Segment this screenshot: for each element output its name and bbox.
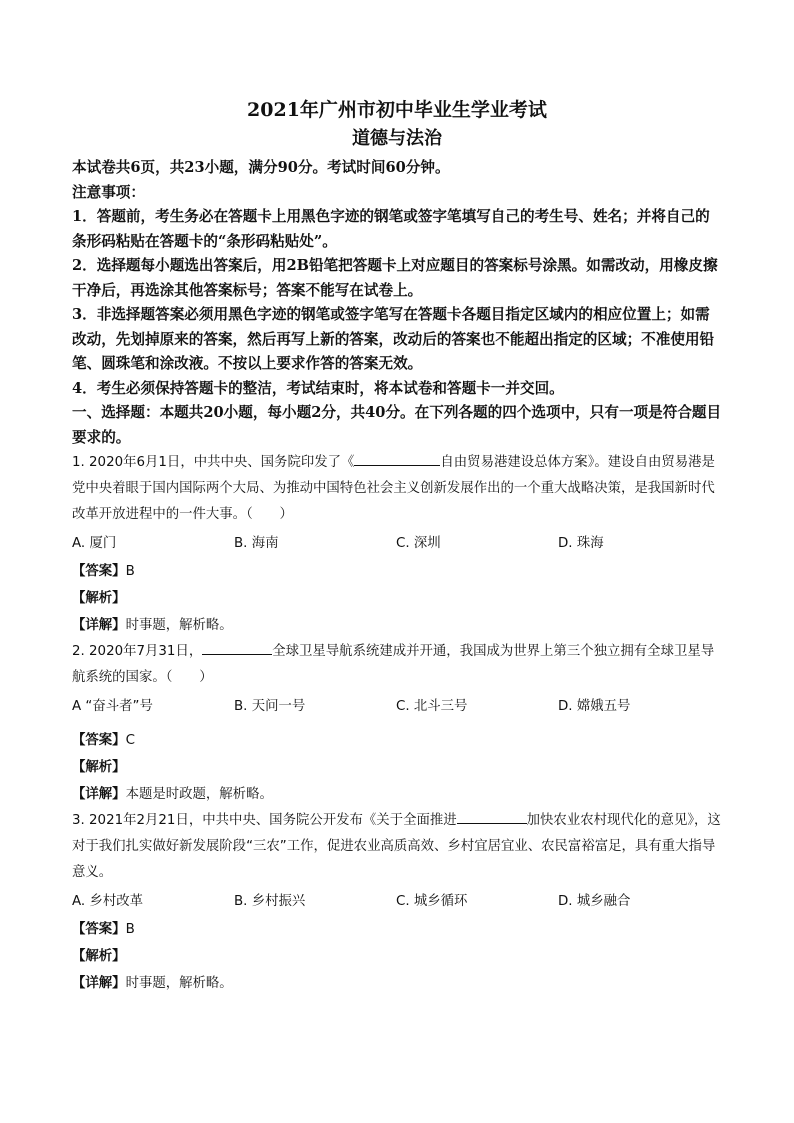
- detail-label: 【详解】: [72, 618, 126, 633]
- answer-value: B: [125, 564, 135, 579]
- answer-label: 【答案】: [72, 922, 126, 937]
- notice-item-3: 3．非选择题答案必须用黑色字迹的钢笔或签字笔写在答题卡各题目指定区域内的相应位置上；如需改动，先划掉原来的答案，然后再写上新的答案，改动后的答案也不能超出指定的区域；不准使用铅笔、圆珠笔和涂改液。不按以上要求作答的答案无效。: [72, 306, 715, 372]
- detail-label: 【详解】: [72, 787, 126, 802]
- option-a: A. 乡村改革: [72, 894, 143, 909]
- analysis-line: [72, 943, 722, 970]
- detail-label: 【详解】: [72, 976, 126, 991]
- fill-blank: [457, 809, 527, 824]
- option-a: A. 厦门: [72, 536, 117, 551]
- detail-line: [72, 612, 722, 639]
- answer-value: C: [125, 733, 135, 748]
- notice-item-2: 2．选择题每小题选出答案后，用2B铅笔把答题卡上对应题目的答案标号涂黑。如需改动，用橡皮擦干净后，再选涂其他答案标号；答案不能写在试卷上。: [72, 257, 718, 299]
- stem-text-before: 1. 2020年6月1日，中共中央、国务院印发了《: [72, 455, 355, 470]
- stem-text-before: 2. 2020年7月31日，: [72, 644, 203, 659]
- stem-text-after: 自由贸易港建设总体方案》。建设自由贸易港是党中央着眼于国内国际两个大局、为推动中国特色社会主义创新发展作出的一个重大战略决策，是我国新时代改革开放进程中的一件大事。（ ）: [72, 455, 715, 522]
- detail-line: [72, 970, 722, 997]
- option-list: [72, 888, 722, 916]
- detail-text: 时事题，解析略。: [125, 976, 233, 991]
- answer-line: [72, 558, 722, 585]
- question-stem: [72, 808, 722, 886]
- exam-title: 2021年广州市初中毕业生学业考试: [247, 99, 547, 121]
- analysis-line: [72, 585, 722, 612]
- option-b: B. 乡村振兴: [234, 894, 306, 909]
- detail-text: 时事题，解析略。: [125, 618, 233, 633]
- analysis-line: [72, 754, 722, 781]
- option-list: [72, 530, 722, 558]
- option-b: B. 海南: [234, 536, 279, 551]
- option-b: B. 天问一号: [234, 699, 306, 714]
- option-c: C. 深圳: [396, 536, 441, 551]
- notice-item-4: 4．考生必须保持答题卡的整洁，考试结束时，将本试卷和答题卡一并交回。: [72, 379, 564, 397]
- notice-item-1: 1．答题前，考生务必在答题卡上用黑色字迹的钢笔或签字笔填写自己的考生号、姓名；并将自己的条形码粘贴在答题卡的“条形码粘贴处”。: [72, 208, 710, 250]
- question-stem: [72, 639, 722, 691]
- detail-text: 本题是时政题，解析略。: [125, 787, 273, 802]
- notice-heading: 注意事项：: [72, 183, 145, 201]
- exam-page: [72, 96, 722, 997]
- option-d: D. 珠海: [558, 536, 604, 551]
- section-heading: 一、选择题：本题共20小题，每小题2分，共40分。在下列各题的四个选项中，只有一项是符合题目要求的。: [72, 404, 722, 446]
- question-2: [72, 639, 722, 808]
- analysis-label: 【解析】: [72, 949, 126, 964]
- answer-label: 【答案】: [72, 733, 126, 748]
- question-3: [72, 808, 722, 997]
- analysis-label: 【解析】: [72, 760, 126, 775]
- option-list: [72, 693, 722, 721]
- detail-line: [72, 781, 722, 808]
- question-1: [72, 450, 722, 639]
- answer-line: [72, 727, 722, 754]
- answer-line: [72, 916, 722, 943]
- fill-blank: [354, 451, 440, 466]
- stem-text-before: 3. 2021年2月21日，中共中央、国务院公开发布《关于全面推进: [72, 813, 457, 828]
- stem-text-after: 全球卫星导航系统建成并开通，我国成为世界上第三个独立拥有全球卫星导航系统的国家。（ ）: [72, 644, 715, 685]
- option-d: D. 城乡融合: [558, 894, 631, 909]
- question-stem: [72, 450, 722, 528]
- answer-value: B: [125, 922, 135, 937]
- fill-blank: [202, 640, 272, 655]
- exam-subject: 道德与法治: [352, 128, 442, 149]
- exam-summary: 本试卷共6页，共23小题，满分90分。考试时间60分钟。: [72, 159, 450, 176]
- analysis-label: 【解析】: [72, 591, 126, 606]
- answer-label: 【答案】: [72, 564, 126, 579]
- option-c: C. 城乡循环: [396, 894, 468, 909]
- option-d: D. 嫦娥五号: [558, 699, 631, 714]
- option-a: A “奋斗者”号: [72, 699, 153, 714]
- option-c: C. 北斗三号: [396, 699, 468, 714]
- stem-text-after: 加快农业农村现代化的意见》，这对于我们扎实做好新发展阶段“三农”工作，促进农业高质高效、乡村宜居宜业、农民富裕富足，具有重大指导意义。: [72, 813, 721, 880]
